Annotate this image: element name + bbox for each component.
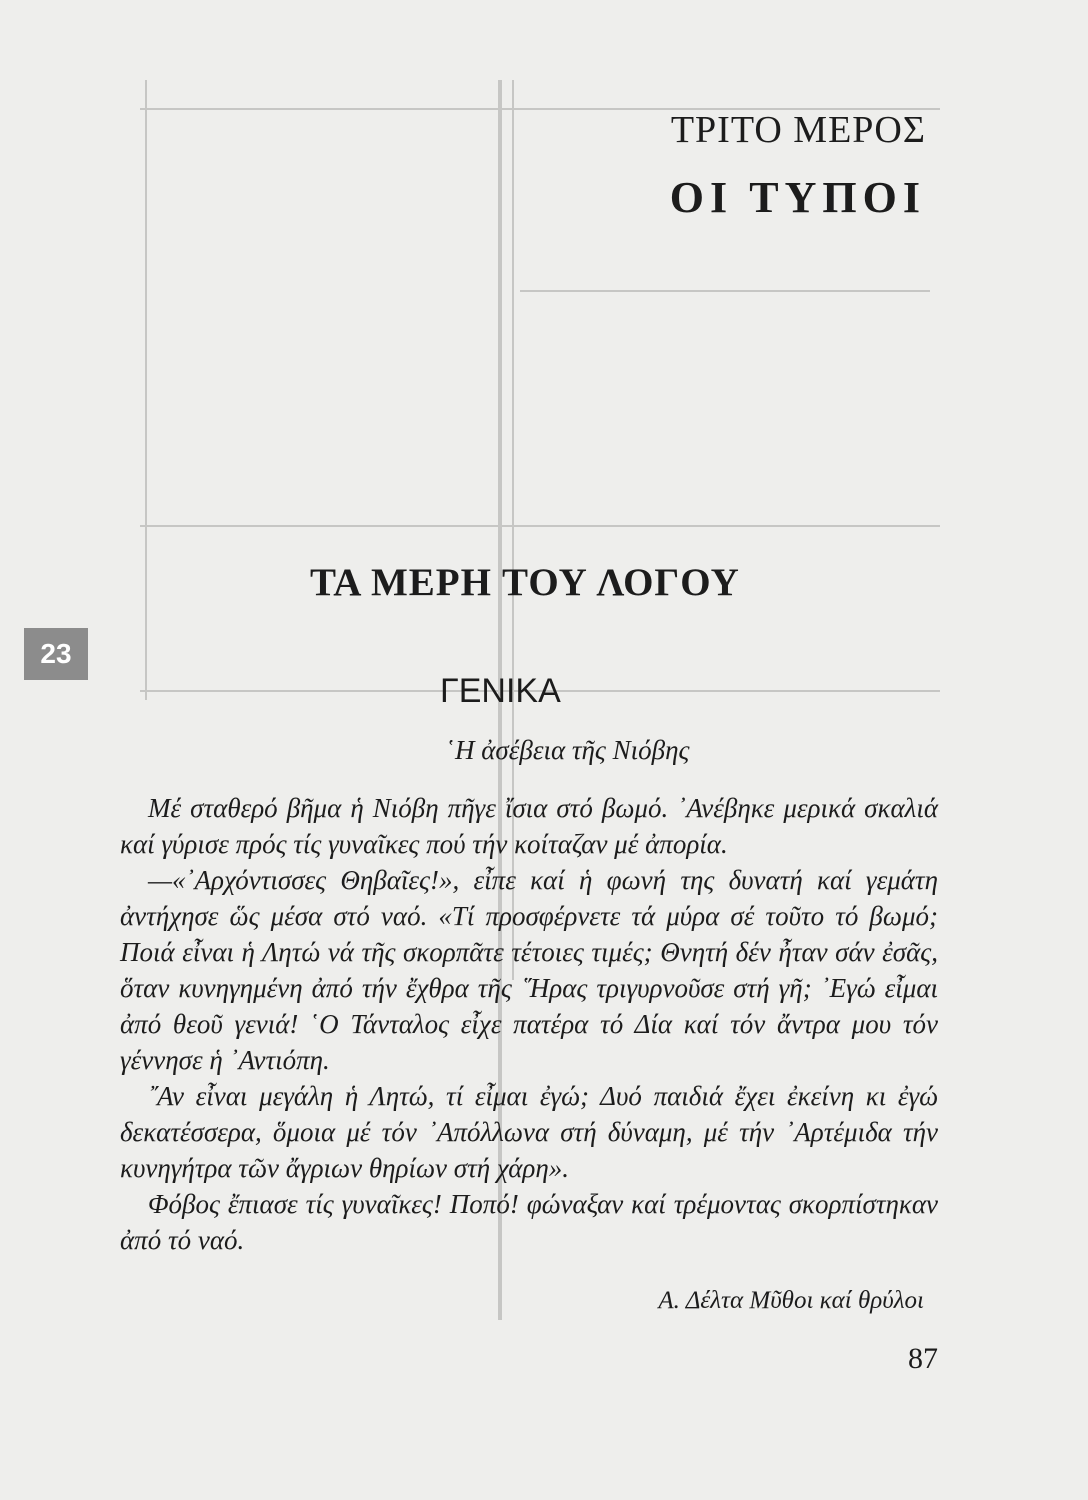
story-text bbox=[120, 790, 938, 1258]
story-paragraph: —«᾿Αρχόντισσες Θηβαῖες!», εἶπε καί ἡ φωνή της δυνατή καί γεμάτη ἀντήχησε ὥς μέσα στό ναό. «Τί προσφέρνετε τά μύρα σέ τοῦτο τό βωμό; Ποιά εἶναι ἡ Λητώ νά τῆς σκορπᾶτε τέτοιες τιμές; Θνητή δέν ἦταν σάν ἐσᾶς, ὅταν κυνηγημένη ἀπό τήν ἔχθρα τῆς ῞Ηρας τριγυρνοῦσε στή γῆ; ᾿Εγώ εἶμαι ἀπό θεοῦ γενιά! ῾Ο Τάνταλος εἶχε πατέρα τό Δία καί τόν ἄντρα μου τόν γέννησε ἡ ᾿Αντιόπη. bbox=[120, 865, 938, 1075]
bleed-through-rule-horizontal-3 bbox=[140, 525, 940, 527]
chapter-number-badge: 23 bbox=[24, 628, 88, 680]
page-number: 87 bbox=[908, 1342, 938, 1375]
story-paragraph: ῎Αν εἶναι μεγάλη ἡ Λητώ, τί εἶμαι ἐγώ; Δυό παιδιά ἔχει ἐκείνη κι ἐγώ δεκατέσσερα, ὅμοια μέ τόν ᾿Απόλλωνα στή δύναμη, μέ τήν ᾿Αρτέμιδα τήν κυνηγήτρα τῶν ἄγριων θηρίων στή χάρη». bbox=[120, 1081, 938, 1183]
chapter-title: ΤΑ ΜΕΡΗ ΤΟΥ ΛΟΓΟΥ bbox=[310, 561, 740, 604]
story-paragraph: Μέ σταθερό βῆμα ἡ Νιόβη πῆγε ἴσια στό βωμό. ᾿Ανέβηκε μερικά σκαλιά καί γύρισε πρός τίς γυναῖκες πού τήν κοίταζαν μέ ἀπορία. bbox=[120, 793, 938, 859]
source-citation: Α. Δέλτα Μῦθοι καί θρύλοι bbox=[658, 1287, 924, 1314]
story-title: ῾Η ἀσέβεια τῆς Νιόβης bbox=[446, 735, 690, 765]
bleed-through-rule-horizontal-2 bbox=[520, 290, 930, 292]
story-paragraph: Φόβος ἔπιασε τίς γυναῖκες! Ποπό! φώναξαν καί τρέμοντας σκορπίστηκαν ἀπό τό ναό. bbox=[120, 1189, 938, 1255]
section-title: ΟΙ ΤΥΠΟΙ bbox=[669, 173, 926, 222]
bleed-through-rule-left bbox=[145, 80, 147, 700]
subsection-title: ΓΕΝΙΚΑ bbox=[440, 672, 561, 710]
part-title: ΤΡΙΤΟ ΜΕΡΟΣ bbox=[670, 109, 926, 151]
